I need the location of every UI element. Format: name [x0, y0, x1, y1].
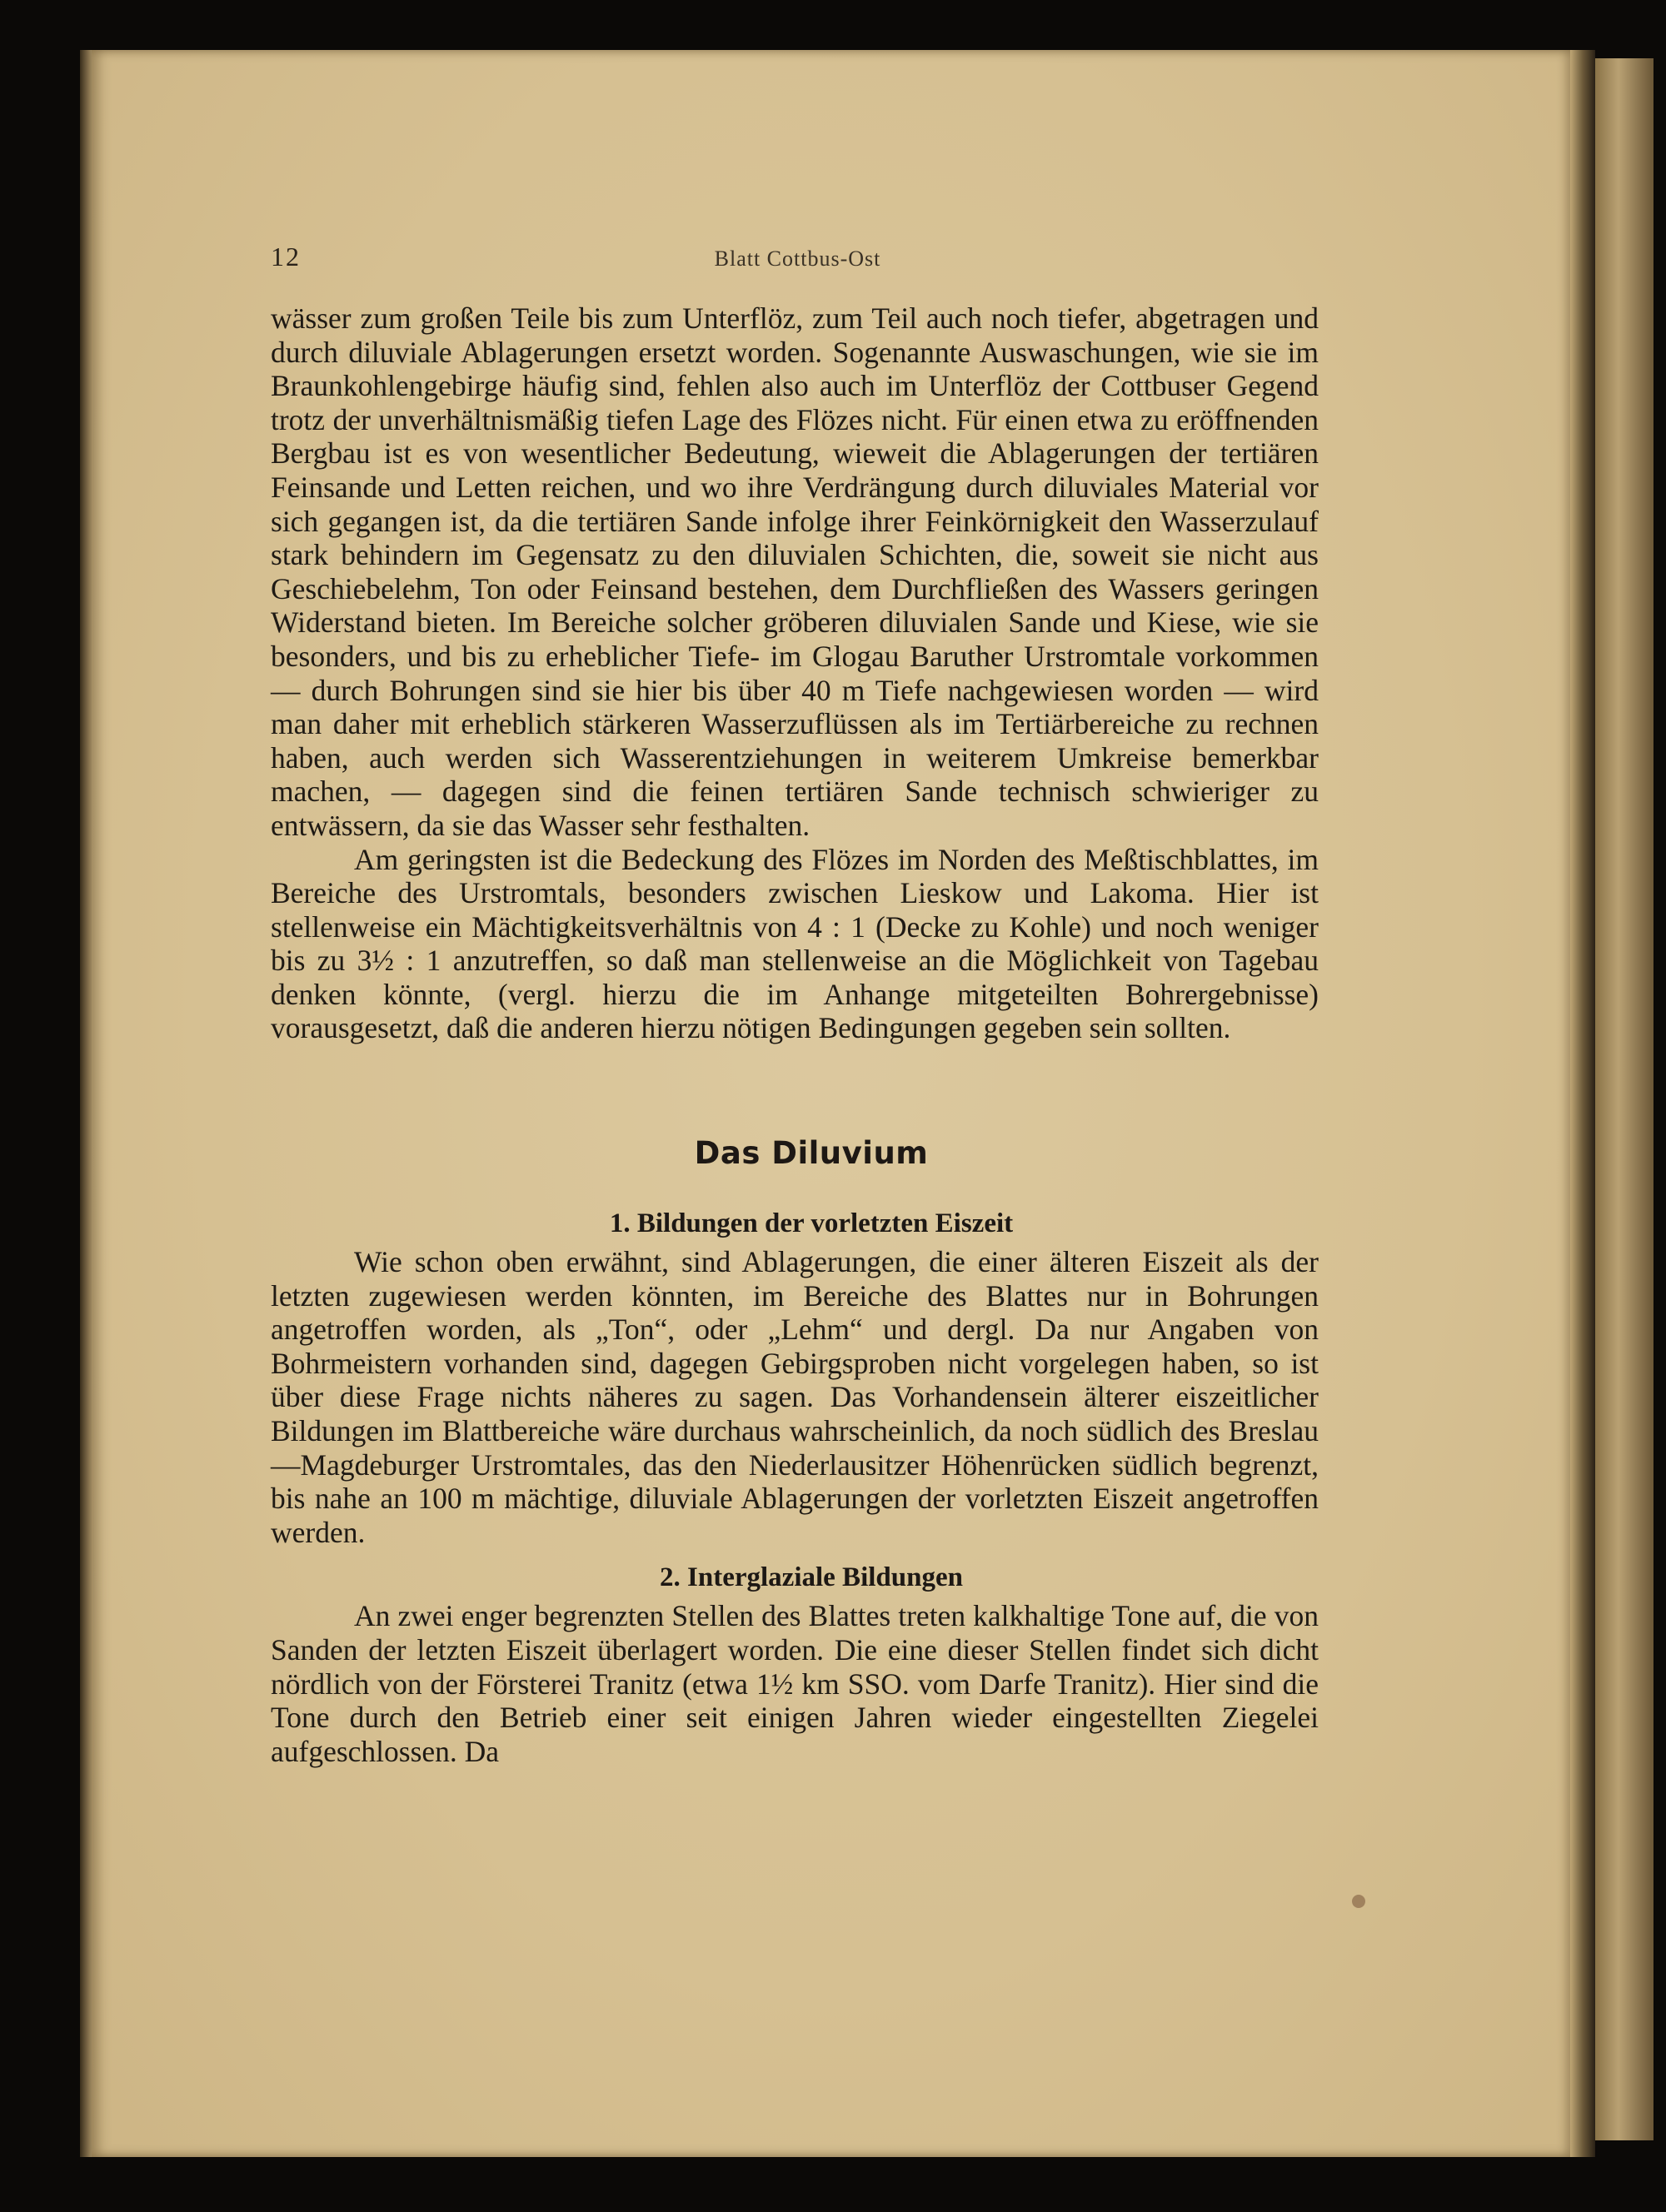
page-header: [271, 242, 1324, 275]
paragraph-coverage: Am geringsten ist die Bedeckung des Flözes im Norden des Meßtischblattes, im Bereiche des Urstromtals, besonders zwischen Lieskow und Lakoma. Hier ist stellenweise ein Mächtigkeitsverhältnis von 4 : 1 (Decke zu Kohle) und noch weniger bis zu 3½ : 1 anzutreffen, so daß man stellenweise an die Möglichkeit von Tagebau denken könnte, (vergl. hierzu die im Anhange mitgeteilten Bohrergebnisse) vorausgesetzt, daß die anderen hierzu nötigen Bedingungen gegeben sein sollten.: [271, 842, 1319, 1045]
subsection-2-text: An zwei enger begrenzten Stellen des Blattes treten kalkhaltige Tone auf, die von Sanden der letzten Eiszeit überlagert worden. Die eine dieser Stellen findet sich dicht nördlich von der Försterei Tranitz (etwa 1½ km SSO. vom Darfe Tranitz). Hier sind die Tone durch den Betrieb einer seit einigen Jahren wieder eingestellten Ziegelei aufgeschlossen. Da: [271, 1599, 1319, 1768]
paragraph-continuation: wässer zum großen Teile bis zum Unterflöz, zum Teil auch noch tiefer, abgetragen und durch diluviale Ablagerungen ersetzt worden. Sogenannte Auswaschungen, wie sie im Braunkohlengebirge häufig sind, fehlen also auch im Unterflöz der Cottbuser Gegend trotz der unverhältnismäßig tiefen Lage des Flözes nicht. Für einen etwa zu eröffnenden Bergbau ist es von wesentlicher Bedeutung, wieweit die Ablagerungen der tertiären Feinsande und Letten reichen, und wo ihre Verdrängung durch diluviales Material vor sich gegangen ist, da die tertiären Sande infolge ihrer Feinkörnigkeit den Wasserzulauf stark behindern im Gegensatz zu den diluvialen Schichten, die, soweit sie nicht aus Geschiebelehm, Ton oder Feinsand bestehen, dem Durchfließen des Wassers geringen Widerstand bieten. Im Bereiche solcher gröberen diluvialen Sande und Kiese, wie sie besonders, und bis zu erheblicher Tiefe- im Glogau Baruther Urstromtale vorkommen — durch Bohrungen sind sie hier bis über 40 m Tiefe nachgewiesen worden — wird man daher mit erheblich stärkeren Wasserzuflüssen als im Tertiärbereiche zu rechnen haben, auch werden sich Wasserentziehungen in weiterem Umkreise bemerkbar machen, — dagegen sind die feinen tertiären Sande technisch schwieriger zu entwässern, da sie das Wasser sehr festhalten.: [271, 301, 1319, 842]
adjacent-page-edge: [1595, 58, 1654, 2140]
subsection-1-text: Wie schon oben erwähnt, sind Ablagerungen, die einer älteren Eiszeit als der letzten zugewiesen werden könnten, im Bereiche des Blattes nur in Bohrungen angetroffen worden, als „Ton“, oder „Lehm“ und dergl. Da nur Angaben von Bohrmeistern vorhanden sind, dagegen Gebirgsproben nicht vorgelegen haben, so ist über diese Frage nichts näheres zu sagen. Das Vorhandensein älterer eiszeitlicher Bildungen im Blattbereiche wäre durchaus wahrscheinlich, da noch südlich des Breslau—Magdeburger Urstromtales, das den Niederlausitzer Höhenrücken südlich begrenzt, bis nahe an 100 m mächtige, diluviale Ablagerungen der vorletzten Eiszeit angetroffen werden.: [271, 1245, 1319, 1549]
page-body: [271, 301, 1319, 1768]
subsection-heading-2: 2. Interglaziale Bildungen: [660, 1562, 963, 1593]
page-right-edge: [1570, 50, 1595, 2157]
section-title: Das Diluvium: [694, 1135, 929, 1172]
running-head: Blatt Cottbus-Ost: [714, 247, 881, 271]
page-number: 12: [271, 242, 301, 272]
paper-stain: [1352, 1895, 1365, 1908]
subsection-heading-1: 1. Bildungen der vorletzten Eiszeit: [609, 1208, 1014, 1239]
